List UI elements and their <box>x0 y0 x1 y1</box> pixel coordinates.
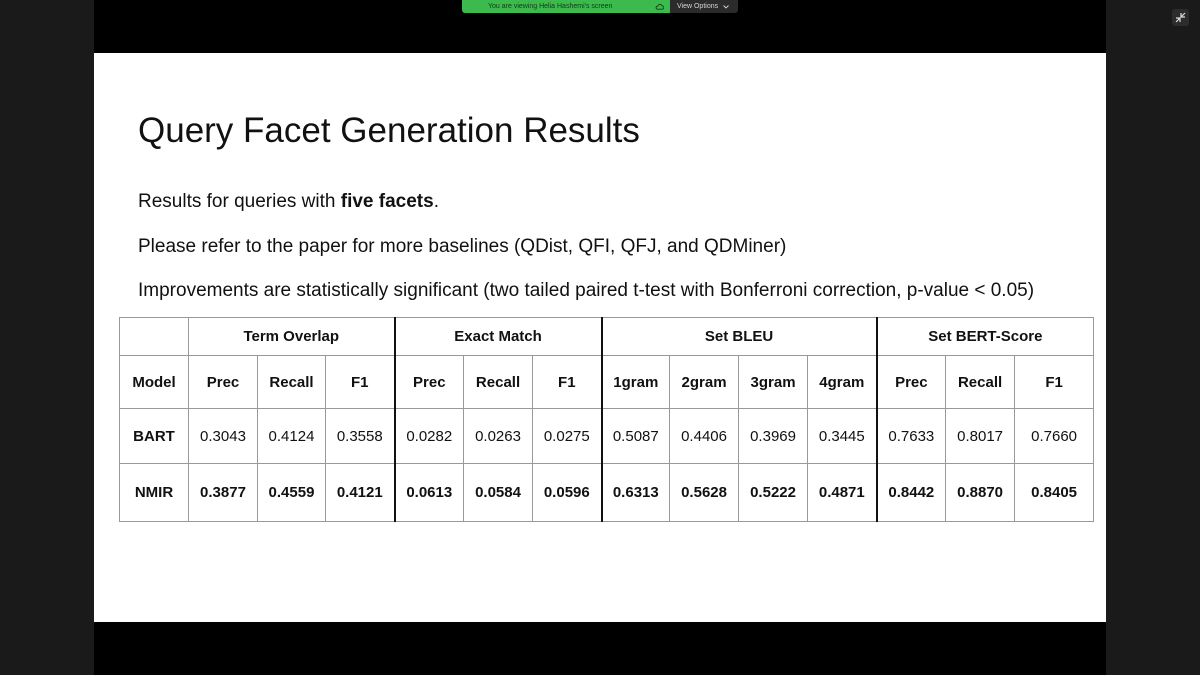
table-cell: 0.3877 <box>189 464 258 522</box>
table-cell: 0.7660 <box>1015 409 1094 464</box>
table-cell: 0.8442 <box>877 464 946 522</box>
table-cell: 0.0263 <box>464 409 533 464</box>
column-header-cell: Recall <box>258 356 326 409</box>
group-header-cell: Set BERT-Score <box>877 318 1094 356</box>
table-cell: 0.4559 <box>258 464 326 522</box>
view-options-label: View Options <box>677 3 719 10</box>
group-header-cell: Set BLEU <box>602 318 877 356</box>
table-cell: 0.4124 <box>258 409 326 464</box>
table-cell: 0.6313 <box>602 464 670 522</box>
table-row <box>120 409 1094 464</box>
line1-suffix: . <box>433 191 439 212</box>
table-cell: 0.7633 <box>877 409 946 464</box>
column-header-cell: Model <box>120 356 189 409</box>
column-header-cell: 4gram <box>808 356 877 409</box>
column-header-cell: F1 <box>1015 356 1094 409</box>
table-cell: 0.5222 <box>739 464 808 522</box>
slide-text-line-2: Please refer to the paper for more baselines (QDist, QFI, QFJ, and QDMiner) <box>138 236 787 257</box>
column-header-cell: F1 <box>533 356 602 409</box>
group-header-empty <box>120 318 189 356</box>
cloud-icon <box>655 2 664 11</box>
column-header-cell: Prec <box>877 356 946 409</box>
slide-title: Query Facet Generation Results <box>138 111 640 150</box>
column-header-cell: Prec <box>395 356 464 409</box>
table-cell: 0.3969 <box>739 409 808 464</box>
column-header-cell: 1gram <box>602 356 670 409</box>
model-name-cell: NMIR <box>120 464 189 522</box>
table-cell: 0.5087 <box>602 409 670 464</box>
table-row <box>120 464 1094 522</box>
exit-fullscreen-icon <box>1175 12 1186 23</box>
table-cell: 0.5628 <box>670 464 739 522</box>
column-header-cell: Recall <box>464 356 533 409</box>
table-cell: 0.0275 <box>533 409 602 464</box>
results-table <box>119 317 1094 522</box>
column-header-cell: Recall <box>946 356 1015 409</box>
line1-prefix: Results for queries with <box>138 191 341 212</box>
slide-text-line-1 <box>138 191 439 213</box>
group-header-row <box>120 318 1094 356</box>
column-header-cell: Prec <box>189 356 258 409</box>
model-name-cell: BART <box>120 409 189 464</box>
table-cell: 0.8870 <box>946 464 1015 522</box>
column-header-cell: 2gram <box>670 356 739 409</box>
group-header-cell: Term Overlap <box>189 318 395 356</box>
table-cell: 0.0584 <box>464 464 533 522</box>
table-cell: 0.4121 <box>326 464 395 522</box>
view-options-button[interactable] <box>670 0 738 13</box>
table-cell: 0.3558 <box>326 409 395 464</box>
table-cell: 0.3043 <box>189 409 258 464</box>
table-cell: 0.4406 <box>670 409 739 464</box>
slide-text-line-3: Improvements are statistically significant (two tailed paired t-test with Bonferroni correction, p-value < 0.05) <box>138 280 1035 301</box>
table-cell: 0.3445 <box>808 409 877 464</box>
screen-share-banner <box>462 0 670 13</box>
exit-fullscreen-button[interactable] <box>1172 9 1189 26</box>
column-header-row <box>120 356 1094 409</box>
column-header-cell: 3gram <box>739 356 808 409</box>
column-header-cell: F1 <box>326 356 395 409</box>
table-cell: 0.4871 <box>808 464 877 522</box>
group-header-cell: Exact Match <box>395 318 602 356</box>
table-cell: 0.8405 <box>1015 464 1094 522</box>
presentation-slide <box>94 53 1106 622</box>
table-cell: 0.0596 <box>533 464 602 522</box>
line1-bold: five facets <box>340 191 434 212</box>
table-cell: 0.0282 <box>395 409 464 464</box>
table-cell: 0.8017 <box>946 409 1015 464</box>
chevron-down-icon <box>723 5 729 9</box>
screen-share-banner-text: You are viewing Helia Hashemi's screen <box>488 3 613 10</box>
table-cell: 0.0613 <box>395 464 464 522</box>
